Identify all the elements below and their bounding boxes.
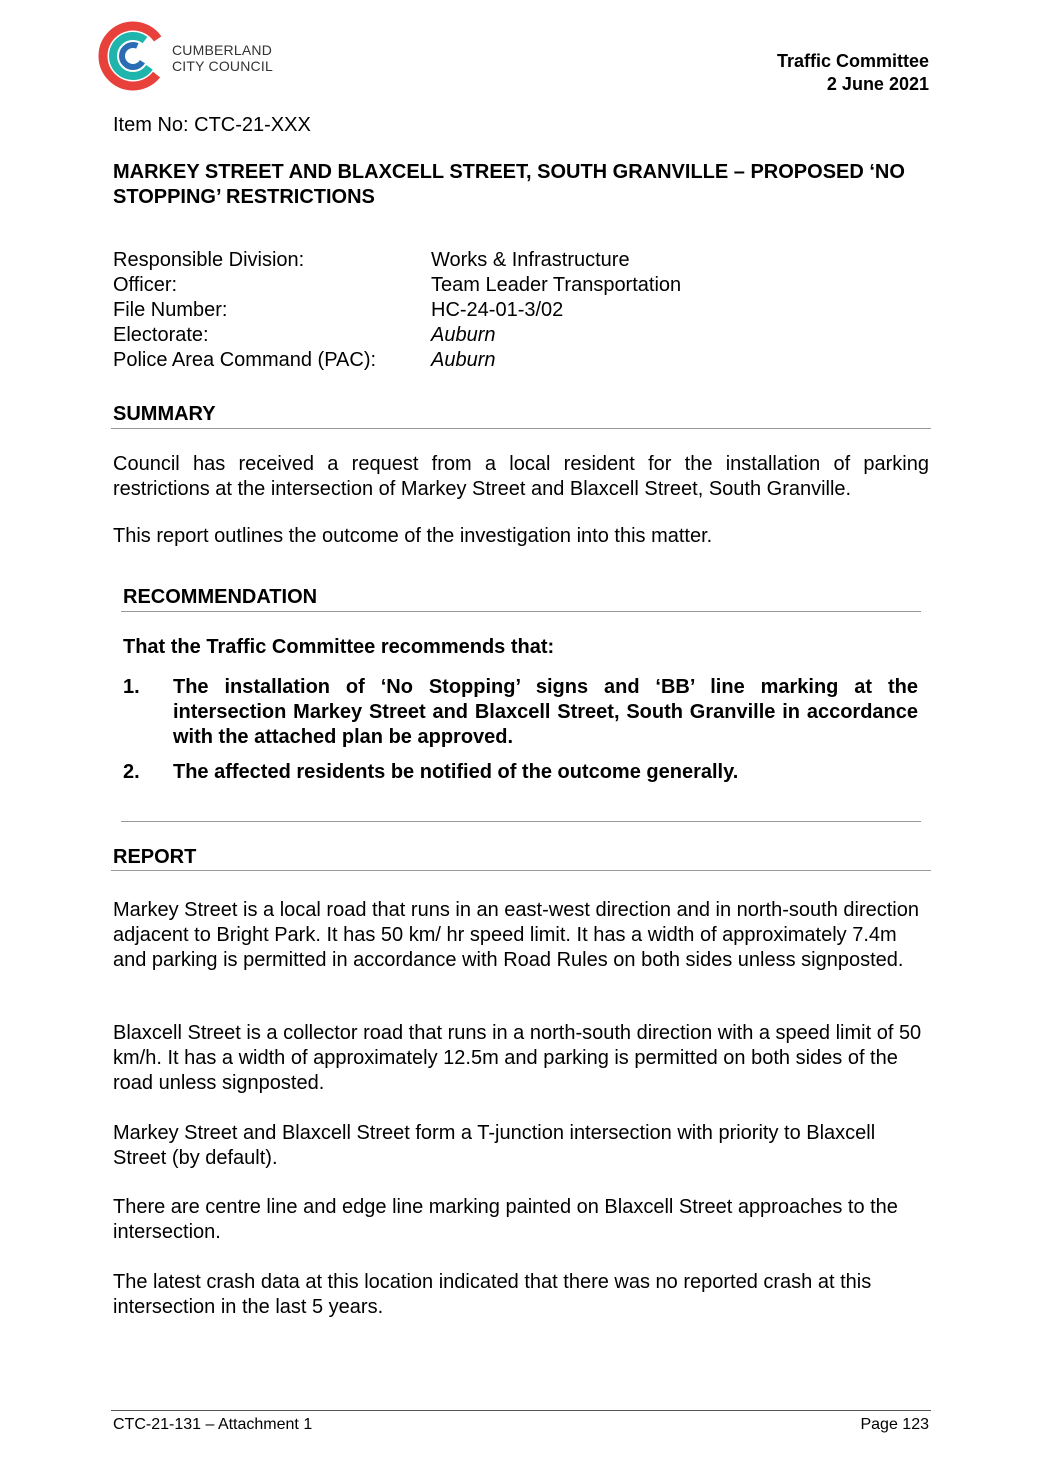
report-paragraph: There are centre line and edge line marking painted on Blaxcell Street approaches to the intersection. — [113, 1196, 898, 1243]
details-row — [113, 273, 681, 298]
footer-rule — [111, 1410, 931, 1411]
meeting-date: 2 June 2021 — [826, 74, 929, 94]
summary-paragraph: This report outlines the outcome of the investigation into this matter. — [113, 525, 713, 547]
item-number: Item No: CTC-21-XXX — [113, 114, 311, 136]
detail-value: Team Leader Transportation — [431, 274, 682, 296]
detail-label: File Number: — [113, 299, 228, 321]
list-item — [123, 675, 918, 750]
recommendation-heading: RECOMMENDATION — [123, 586, 318, 608]
meeting-info — [777, 50, 929, 96]
detail-label: Electorate: — [113, 324, 209, 346]
report-title: MARKEY STREET AND BLAXCELL STREET, SOUTH GRANVILLE – PROPOSED ‘NO STOPPING’ RESTRICTIONS — [113, 161, 905, 208]
footer-reference: CTC-21-131 – Attachment 1 — [113, 1416, 313, 1433]
detail-label: Police Area Command (PAC): — [113, 349, 377, 371]
report-rule — [111, 870, 931, 871]
summary-heading: SUMMARY — [113, 403, 216, 425]
logo-text — [172, 42, 273, 74]
summary-paragraph: Council has received a request from a local resident for the installation of parking restrictions at the intersection of Markey Street and Blaxcell Street, South Granville. — [113, 453, 929, 500]
recommendation-list — [123, 675, 918, 795]
recommendation-rule — [121, 611, 921, 612]
details-row — [113, 348, 681, 373]
details-row — [113, 298, 681, 323]
report-heading: REPORT — [113, 846, 197, 868]
list-item-text: The installation of ‘No Stopping’ signs and ‘BB’ line marking at the intersection Markey Street and Blaxcell Street, South Granville in accordance with the attached plan be approved. — [173, 676, 918, 748]
report-paragraph: Markey Street and Blaxcell Street form a T-junction intersection with priority to Blaxcell Street (by default). — [113, 1122, 876, 1169]
details-table — [113, 248, 681, 373]
list-item-number: 2. — [123, 761, 140, 783]
summary-rule — [111, 428, 931, 429]
list-item — [123, 760, 918, 785]
list-item-text: The affected residents be notified of the outcome generally. — [173, 761, 739, 783]
report-paragraph: The latest crash data at this location indicated that there was no reported crash at this intersection in the last 5 years. — [113, 1271, 872, 1318]
details-row — [113, 323, 681, 348]
details-row — [113, 248, 681, 273]
logo-line-1: CUMBERLAND — [172, 42, 273, 58]
committee-name: Traffic Committee — [776, 51, 929, 71]
report-paragraph: Blaxcell Street is a collector road that runs in a north-south direction with a speed limit of 50 km/h. It has a width of approximately 12.5m and parking is permitted on both sides of the road unless signposted. — [113, 1022, 922, 1094]
detail-label: Responsible Division: — [113, 249, 305, 271]
page-number: Page 123 — [860, 1416, 929, 1433]
report-paragraph: Markey Street is a local road that runs in an east-west direction and in north-south direction adjacent to Bright Park. It has 50 km/ hr speed limit. It has a width of approximately 7.4m and parking is permitted in accordance with Road Rules on both sides unless signposted. — [113, 899, 919, 971]
list-item-number: 1. — [123, 676, 140, 698]
recommendation-intro: That the Traffic Committee recommends that: — [123, 636, 555, 658]
detail-label: Officer: — [113, 274, 178, 296]
recommendation-bottom-rule — [121, 821, 921, 822]
detail-value: Auburn — [431, 349, 496, 371]
logo-line-2: CITY COUNCIL — [172, 58, 273, 74]
detail-value: Auburn — [431, 324, 496, 346]
detail-value: Works & Infrastructure — [431, 249, 630, 271]
detail-value: HC-24-01-3/02 — [431, 299, 564, 321]
